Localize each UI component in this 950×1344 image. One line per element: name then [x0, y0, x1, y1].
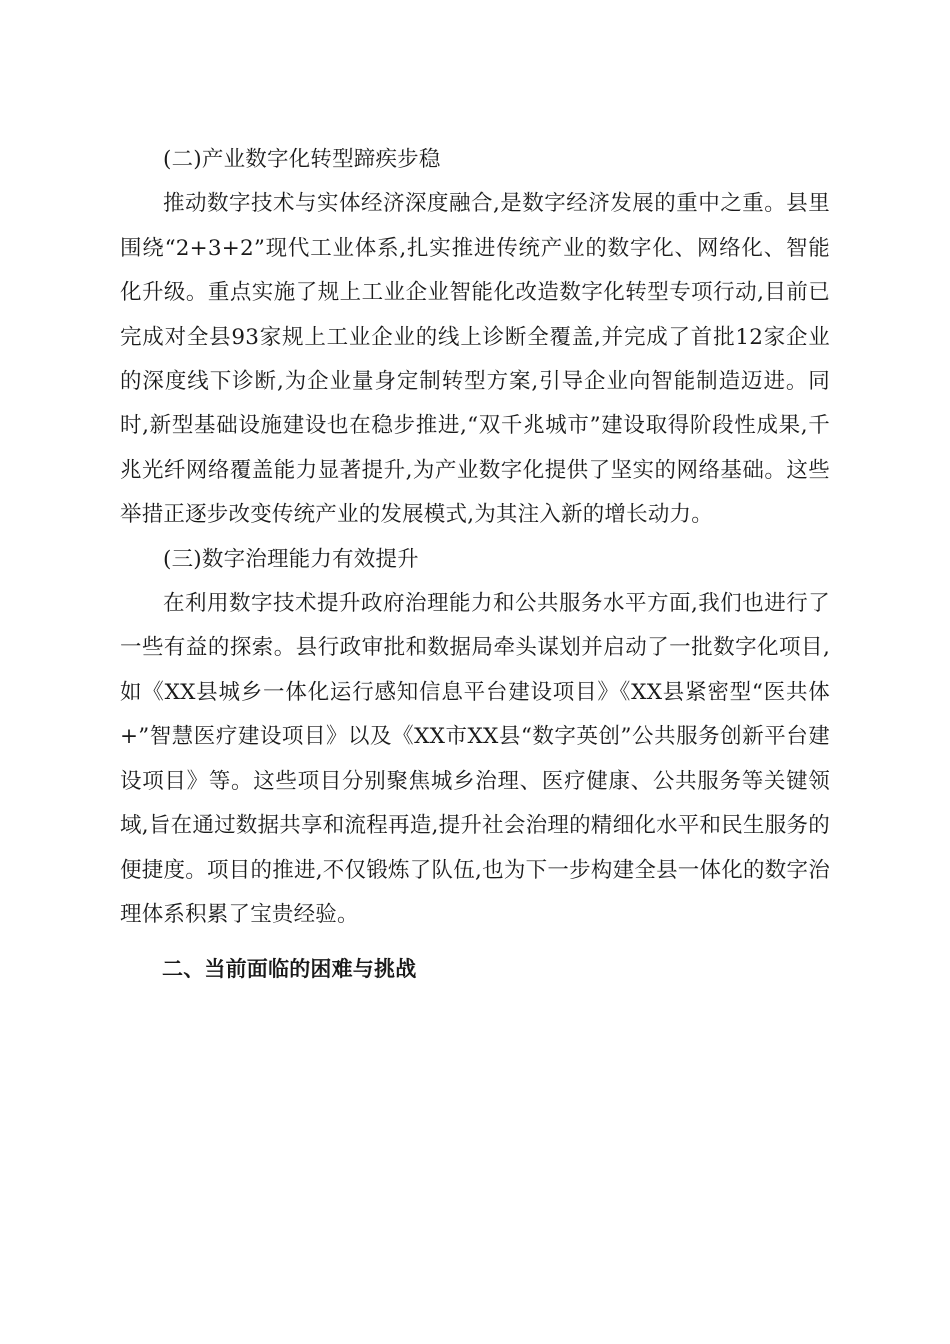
document-body — [120, 138, 830, 992]
section-3-paragraph: 在利用数字技术提升政府治理能力和公共服务水平方面,我们也进行了一些有益的探索。县行政审批和数据局牵头谋划并启动了一批数字化项目,如《XX县城乡一体化运行感知信息平台建设项目》《XX县紧密型“医共体+”智慧医疗建设项目》以及《XX市XX县“数字英创”公共服务创新平台建设项目》等。这些项目分别聚焦城乡治理、医疗健康、公共服务等关键领域,旨在通过数据共享和流程再造,提升社会治理的精细化水平和民生服务的便捷度。项目的推进,不仅锻炼了队伍,也为下一步构建全县一体化的数字治理体系积累了宝贵经验。 — [120, 591, 830, 927]
section-2-paragraph: 推动数字技术与实体经济深度融合,是数字经济发展的重中之重。县里围绕“2+3+2”现代工业体系,扎实推进传统产业的数字化、网络化、智能化升级。重点实施了规上工业企业智能化改造数字化转型专项行动,目前已完成对全县93家规上工业企业的线上诊断全覆盖,并完成了首批12家企业的深度线下诊断,为企业量身定制转型方案,引导企业向智能制造迈进。同时,新型基础设施建设也在稳步推进,“双千兆城市”建设取得阶段性成果,千兆光纤网络覆盖能力显著提升,为产业数字化提供了坚实的网络基础。这些举措正逐步改变传统产业的发展模式,为其注入新的增长动力。 — [120, 191, 830, 528]
chapter-2-heading: 二、当前面临的困难与挑战 — [162, 957, 417, 982]
section-2-heading: (二)产业数字化转型蹄疾步稳 — [163, 147, 441, 172]
section-3-heading: (三)数字治理能力有效提升 — [163, 546, 419, 572]
